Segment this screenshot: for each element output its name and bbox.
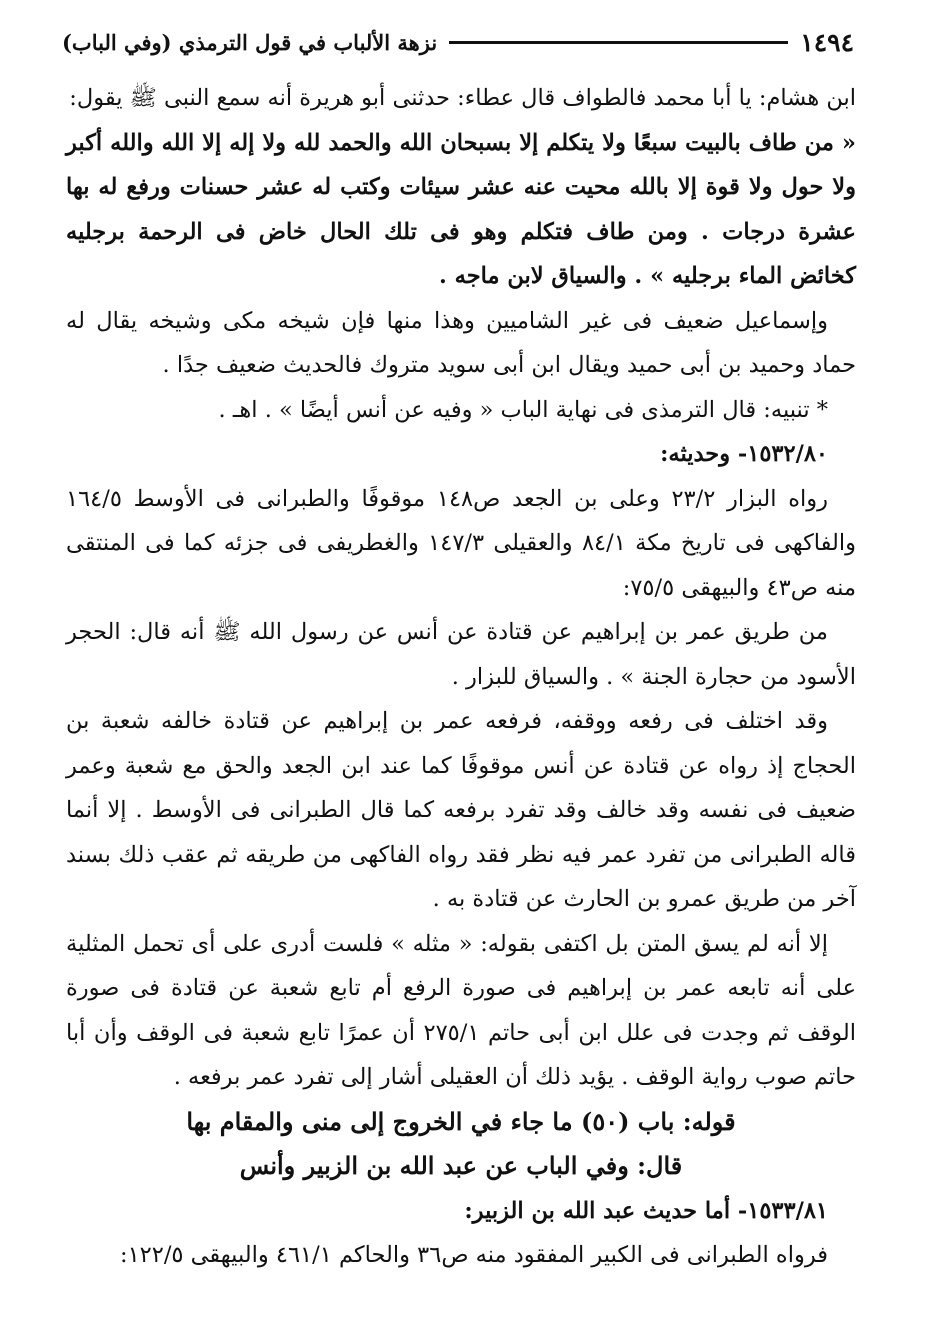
paragraph: إلا أنه لم يسق المتن بل اكتفى بقوله: « مثله » فلست أدرى على أى تحمل المثلية على أنه تابعه عمر بن إبراهيم فى صورة الرفع أم تابع شعبة عن قتادة فى صورة الوقف ثم وجدت فى علل ابن أبى حاتم ٢٧٥/١ أن عمرًا تابع شعبة فى الوقف وأن أبا حاتم صوب رواية الوقف . يؤيد ذلك أن العقيلى أشار إلى تفرد عمر برفعه . [66,930,856,1090]
paragraph: من طريق عمر بن إبراهيم عن قتادة عن أنس عن رسول الله ﷺ أنه قال: الحجر الأسود من حجارة الجنة » . والسياق للبزار . [66,619,856,690]
paragraph: وقد اختلف فى رفعه ووقفه، فرفعه عمر بن إبراهيم عن قتادة خالفه شعبة بن الحجاج إذ رواه عن قتادة عن أنس موقوفًا كما عند ابن الجعد والحق مع شعبة وعمر ضعيف فى نفسه وقد خالف وقد تفرد برفعه كما قال الطبرانى فى الأوسط . إلا أنما قاله الطبرانى من تفرد عمر فيه نظر فقد رواه الفاكهى من طريقه ثم عقب ذلك بسند آخر من طريق عمرو بن الحارث عن قتادة به . [66,708,856,912]
chapter-heading: قوله: باب (٥٠) ما جاء في الخروج إلى منى والمقام بها [186,1106,736,1136]
note-paragraph: * تنبيه: قال الترمذى فى نهاية الباب « وفيه عن أنس أيضًا » . اهـ . [218,396,828,423]
paragraph: وإسماعيل ضعيف فى غير الشاميين وهذا منها فإن شيخه مكى وشيخه يقال له حماد وحميد بن أبى حميد ويقال ابن أبى سويد متروك فالحديث ضعيف جدًا . [66,307,856,378]
hadith-text: « من طاف بالبيت سبعًا ولا يتكلم إلا بسبحان الله والحمد لله ولا إله إلا الله والله أكبر ولا حول ولا قوة إلا بالله محيت عنه عشر سيئات وكتب له عشر حسنات ورفع له بها عشرة درجات . ومن طاف فتكلم وهو فى تلك الحال خاض فى الرحمة برجليه كخائض الماء برجليه » . والسياق لابن ماجه . [66,129,856,289]
hadith-heading: ١٥٣٣/٨١- أما حديث عبد الله بن الزبير: [464,1197,828,1224]
page-body [66,76,856,1278]
header-rule [449,41,788,44]
paragraph: ابن هشام: يا أبا محمد فالطواف قال عطاء: حدثنى أبو هريرة أنه سمع النبى ﷺ يقول: [69,85,856,111]
paragraph: رواه البزار ٢٣/٢ وعلى بن الجعد ص١٤٨ موقوفًا والطبرانى فى الأوسط ١٦٤/٥ والفاكهى فى تاريخ مكة ٨٤/١ والعقيلى ١٤٧/٣ والغطريفى فى جزئه كما فى المنتقى منه ص٤٣ والبيهقى ٧٥/٥: [66,485,856,601]
chapter-subheading: قال: وفي الباب عن عبد الله بن الزبير وأنس [239,1151,683,1180]
paragraph: فرواه الطبرانى فى الكبير المفقود منه ص٣٦ والحاكم ٤٦١/١ والبيهقى ١٢٢/٥: [119,1242,828,1268]
running-title: نزهة الألباب في قول الترمذي (وفي الباب) [62,29,438,55]
page-number: ١٤٩٤ [800,27,854,57]
hadith-heading: ١٥٣٢/٨٠- وحديثه: [660,441,828,467]
page-header [62,26,854,58]
